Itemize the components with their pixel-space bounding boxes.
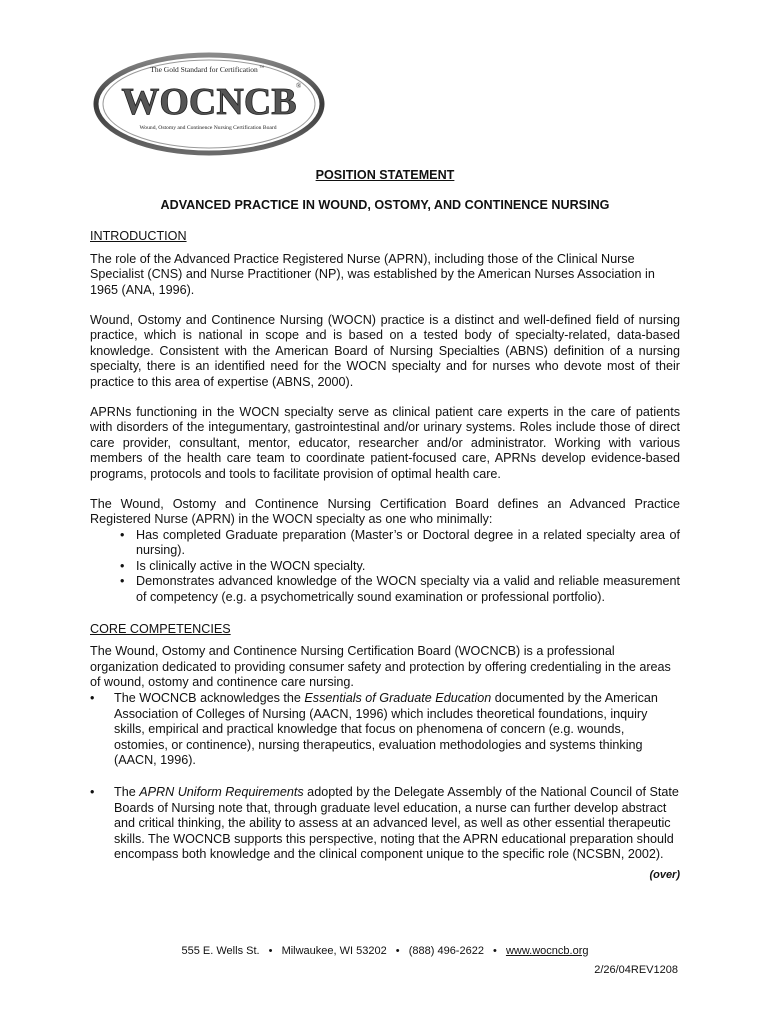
aprn-criteria-list — [90, 528, 680, 606]
introduction-heading: INTRODUCTION — [90, 229, 187, 244]
list-item-text: documented by the American Association of Colleges of Nursing (AACN, 1996) which includes theoretical foundations, inquiry skills, empirical and practical knowledge that focus on phenomena of concern (e.g. wounds, ostomies, or continence), nursing therapeutics, evaluation methodologies and systems thinking (AACN, 1996). — [114, 691, 658, 768]
footer-separator: • — [395, 945, 400, 957]
list-item: • Has completed Graduate preparation (Master’s or Doctoral degree in a related specialty area of nursing). — [120, 528, 680, 559]
logo-registered: ® — [296, 82, 302, 90]
list-item-text: adopted by the Delegate Assembly of the National Council of State Boards of Nursing note that, through graduate level education, a nurse can further develop abstract and critical thinking, the ability to assess at an advanced level, as well as other essential therapeutic skills. The WOCNCB supports this perspective, noting that the APRN educational preparation should encompass both knowledge and the clinical component unique to the specific role (NCSBN, 2002). — [114, 785, 679, 862]
over-note: (over) — [649, 868, 680, 881]
footer-street: 555 E. Wells St. — [181, 945, 260, 957]
list-item: • Demonstrates advanced knowledge of the WOCN specialty via a valid and reliable measurement of competency (e.g. a psychometrically sound examination or professional portfolio). — [120, 574, 680, 605]
logo-acronym: WOCNCB — [121, 81, 297, 123]
list-item — [90, 785, 680, 863]
intro-paragraph-4: The Wound, Ostomy and Continence Nursing Certification Board defines an Advanced Practice Registered Nurse (APRN) in the WOCN specialty as one who minimally: — [90, 496, 680, 527]
footer-separator: • — [493, 945, 497, 957]
list-item-text: The WOCNCB acknowledges the — [114, 691, 305, 706]
logo-trademark: ™ — [259, 66, 264, 71]
revision-code: 2/26/04REV1208 — [594, 964, 678, 976]
aprn-requirements-title: APRN Uniform Requirements — [139, 785, 304, 799]
essentials-title: Essentials of Graduate Education — [304, 691, 492, 706]
footer-separator: • — [268, 945, 273, 957]
document-title: POSITION STATEMENT — [315, 168, 455, 182]
footer-address-line — [0, 945, 770, 957]
core-competencies-heading: CORE COMPETENCIES — [90, 621, 231, 636]
list-item: • Is clinically active in the WOCN specialty. — [120, 559, 680, 575]
core-competencies-list — [90, 691, 680, 863]
footer-city: Milwaukee, WI 53202 — [281, 945, 387, 957]
list-item-text: The — [114, 785, 140, 799]
intro-paragraph-3: APRNs functioning in the WOCN specialty serve as clinical patient care experts in the care of patients with disorders of the integumentary, gastrointestinal and/or urinary systems. Roles include those of direct care provider, consultant, mentor, educator, researcher and/or administrator. Working with various members of the health care team to coordinate patient-focused care, APRNs develop evidence-based programs, protocols and tools to facilitate provision of optimal health care. — [90, 404, 680, 481]
website-link[interactable]: www.wocncb.org — [505, 945, 589, 957]
document-subtitle: ADVANCED PRACTICE IN WOUND, OSTOMY, AND CONTINENCE NURSING — [160, 197, 610, 212]
core-paragraph-1: The Wound, Ostomy and Continence Nursing Certification Board (WOCNCB) is a professional organization dedicated to providing consumer safety and protection by offering credentialing in the areas of wound, ostomy and continence care nursing. — [90, 644, 671, 690]
logo-full-name: Wound, Ostomy and Continence Nursing Certification Board — [139, 125, 277, 131]
list-item — [90, 691, 680, 769]
intro-paragraph-2: Wound, Ostomy and Continence Nursing (WOCN) practice is a distinct and well-defined field of nursing practice, which is national in scope and is based on a tested body of specialty-related, data-based knowledge. Consistent with the American Board of Nursing Specialties (ABNS) definition of a nursing specialty, there is an identified need for the WOCN specialty and for nurses who devote most of their practice to this area of expertise (ABNS, 2000). — [90, 312, 680, 389]
document-body — [90, 168, 680, 884]
logo-tagline: The Gold Standard for Certification — [150, 65, 258, 74]
wocncb-logo — [93, 52, 325, 156]
intro-paragraph-1: The role of the Advanced Practice Registered Nurse (APRN), including those of the Clinical Nurse Specialist (CNS) and Nurse Practitioner (NP), was established by the American Nurses Association in 1965 (ANA, 1996). — [90, 251, 655, 297]
footer-phone: (888) 496-2622 — [408, 945, 484, 957]
